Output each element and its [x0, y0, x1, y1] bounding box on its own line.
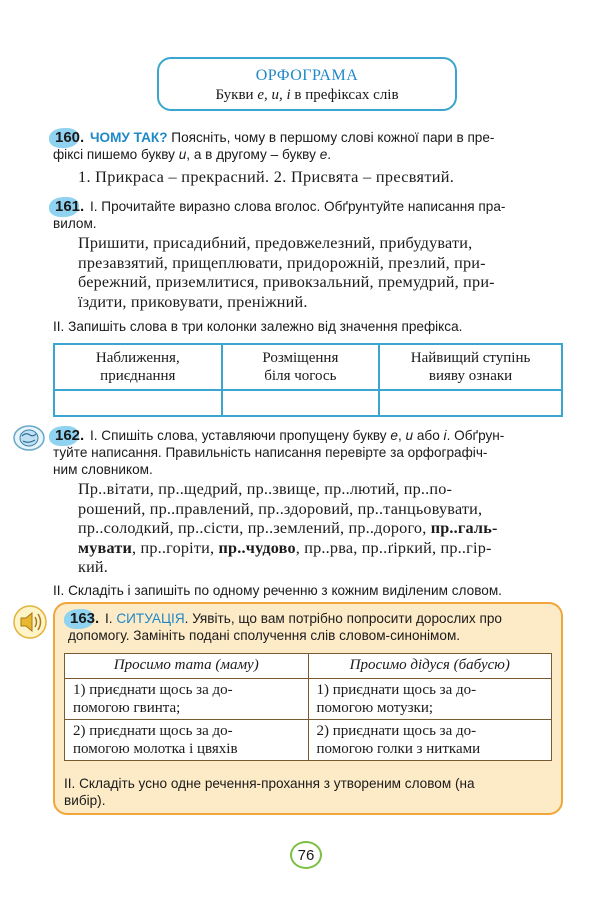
exercise-162-task2: ІІ. Складіть і запишіть по одному реченню з кожним виділеним словом. — [53, 583, 502, 598]
speaker-icon — [12, 605, 48, 639]
table-cell: 2) приєднати щось за до- помогою голки з нитками — [308, 720, 552, 761]
classification-table — [53, 343, 563, 417]
table-header: Наближення, приєднання — [54, 344, 222, 390]
table-cell: 1) приєднати щось за до- помогою мотузки; — [308, 679, 552, 720]
table-header: Просимо тата (маму) — [65, 654, 309, 679]
rule-title: ОРФОГРАМА — [255, 67, 359, 84]
table-cell: 2) приєднати щось за до- помогою молотка і цвяхів — [65, 720, 309, 761]
exercise-heading: СИТУАЦІЯ — [116, 611, 185, 626]
exercise-162-words: Пр..вітати, пр..щедрий, пр..звище, пр..лютий, пр..по- рошений, пр..правлений, пр..здоровий, пр..танцьовувати, пр..солодкий, пр..сісти, пр..землений, пр..дорого, пр..галь- мувати, пр..горіти, пр..чудово, пр..рва, пр..ґіркий, пр..гір- кий. — [78, 480, 498, 576]
exercise-heading: ЧОМУ ТАК? — [89, 130, 168, 145]
exercise-163-task2: ІІ. Складіть усно одне речення-прохання з утвореним словом (на вибір). — [64, 776, 475, 808]
table-header: Розміщення біля чогось — [222, 344, 379, 390]
exercise-161-words: Пришити, присадибний, предовжелезний, прибудувати, презавзятий, прищеплювати, придорожній, презлий, при- бережний, приземлитися, привокзальний, премудрий, при- їздити, приковувати, преніжний. — [78, 234, 495, 311]
table-cell — [222, 390, 379, 416]
table-cell — [54, 390, 222, 416]
exercise-163-task: 163. І. СИТУАЦІЯ. Уявіть, що вам потрібно попросити дорослих про допомогу. Замініть подані сполучення слів словом-синонімом. — [68, 610, 502, 643]
table-cell — [379, 390, 562, 416]
exercise-number: 162. — [55, 427, 85, 444]
request-table — [64, 653, 552, 761]
rule-subtitle: Букви е, и, і в префіксах слів — [215, 87, 399, 103]
exercise-number: 163. — [70, 610, 100, 627]
exercise-number: 160. — [55, 129, 85, 146]
table-cell: 1) приєднати щось за до- помогою гвинта; — [65, 679, 309, 720]
exercise-162-task: 162. І. Спишіть слова, уставляючи пропущену букву е, и або і. Обґрун- туйте написання. Правильність написання перевірте за орфографіч- ним словником. — [53, 427, 505, 477]
globe-icon — [12, 424, 46, 452]
table-header: Просимо дідуся (бабусю) — [308, 654, 552, 679]
spelling-rule-box — [157, 57, 457, 111]
exercise-161-task: 161. І. Прочитайте виразно слова вголос. Обґрунтуйте написання пра- вилом. — [53, 198, 506, 231]
table-header: Найвищий ступінь вияву ознаки — [379, 344, 562, 390]
exercise-161-task2: ІІ. Запишіть слова в три колонки залежно від значення префікса. — [53, 319, 463, 334]
exercise-number: 161. — [55, 198, 85, 215]
exercise-160-example: 1. Прикраса – прекрасний. 2. Присвята – пресвятий. — [78, 167, 455, 186]
exercise-160-task: 160. ЧОМУ ТАК? Поясніть, чому в першому слові кожної пари в пре- фіксі пишемо букву и, а в другому – букву е. — [53, 129, 495, 162]
page-number: 76 — [290, 841, 322, 869]
